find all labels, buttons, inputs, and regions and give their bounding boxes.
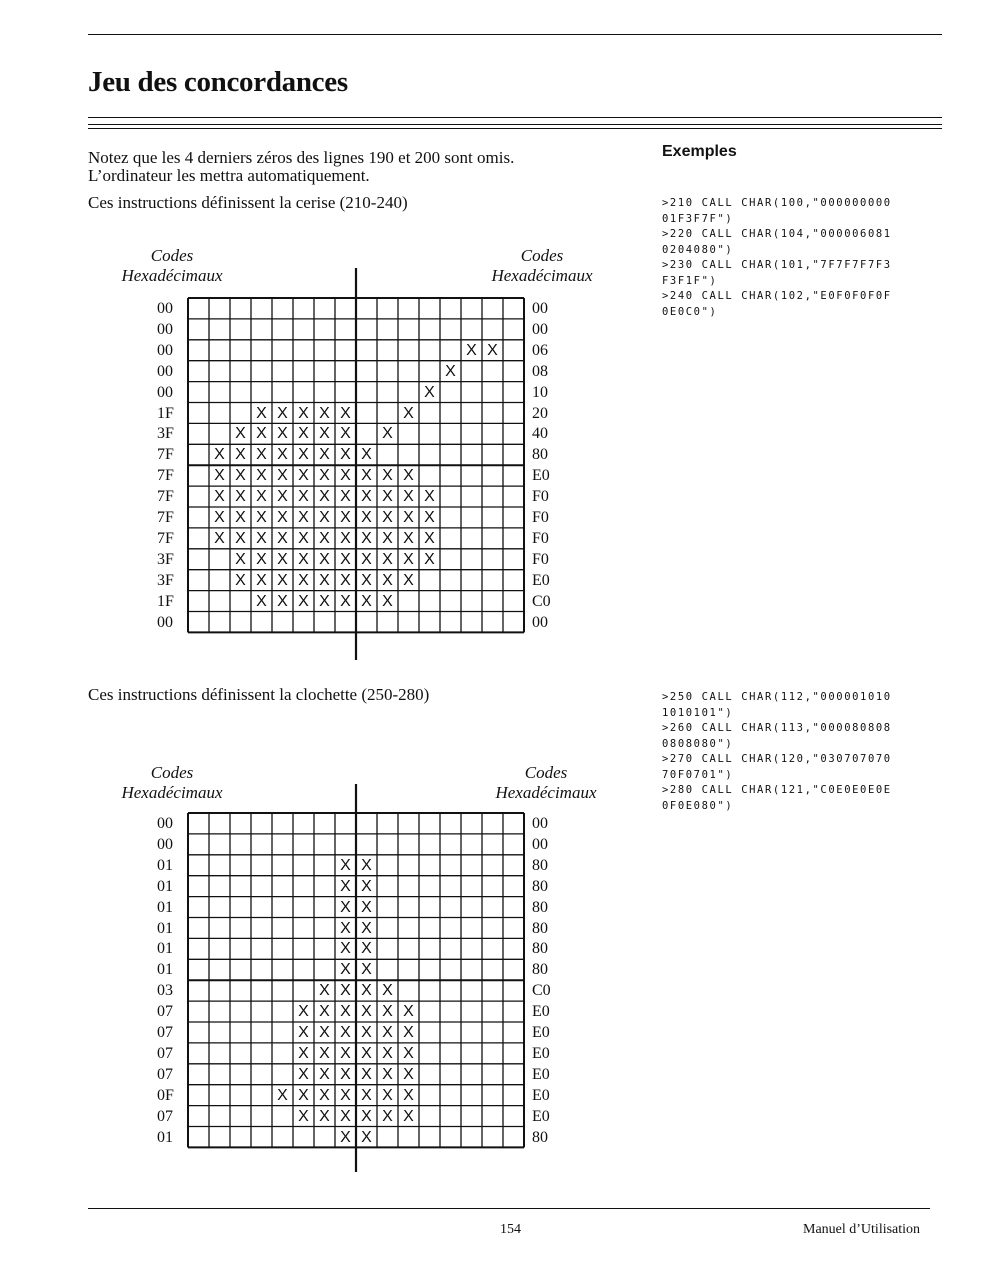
right-hex-code: 80 xyxy=(532,919,548,937)
code-line: 1010101") xyxy=(662,706,734,719)
pixel-on: X xyxy=(424,529,435,547)
right-hex-code: E0 xyxy=(532,1086,550,1104)
pixel-on: X xyxy=(340,467,351,485)
left-hex-code: 01 xyxy=(157,961,173,979)
right-hex-code: C0 xyxy=(532,982,551,1000)
right-hex-code: F0 xyxy=(532,550,549,568)
left-hex-code: 3F xyxy=(157,571,174,589)
grid1-header-left-line2: Hexadécimaux xyxy=(121,266,223,285)
title-underline-3 xyxy=(88,128,942,129)
pixel-on: X xyxy=(361,446,372,464)
code-line: >270 CALL CHAR(120,"030707070 xyxy=(662,753,892,765)
pixel-on: X xyxy=(319,529,330,547)
pixel-on: X xyxy=(277,404,288,422)
right-hex-code: 80 xyxy=(532,898,548,916)
pixel-on: X xyxy=(382,1044,393,1062)
right-hex-code: 80 xyxy=(532,446,548,464)
right-hex-code: E0 xyxy=(532,467,550,485)
pixel-on: X xyxy=(361,1024,372,1041)
pixel-on: X xyxy=(340,856,351,874)
left-hex-code: 7F xyxy=(157,529,174,547)
section1-caption: Ces instructions définissent la cerise (210-240) xyxy=(88,193,408,212)
left-hex-code: 01 xyxy=(157,898,173,916)
code-line: >280 CALL CHAR(121,"C0E0E0E0E xyxy=(662,784,892,796)
pixel-on: X xyxy=(361,1086,372,1104)
pixel-on: X xyxy=(214,488,225,506)
pixel-on: X xyxy=(277,509,288,526)
pixel-on: X xyxy=(214,467,225,485)
pixel-on: X xyxy=(466,341,477,359)
pixel-on: X xyxy=(424,383,435,401)
left-hex-code: 00 xyxy=(157,320,173,338)
pixel-on: X xyxy=(256,488,267,506)
pixel-on: X xyxy=(277,1086,288,1104)
left-hex-code: 01 xyxy=(157,919,173,937)
pixel-on: X xyxy=(298,1024,309,1041)
right-hex-code: 40 xyxy=(532,425,548,443)
pixel-on: X xyxy=(424,550,435,568)
page-title: Jeu des concordances xyxy=(88,66,348,98)
pixel-on: X xyxy=(277,592,288,610)
pixel-on: X xyxy=(445,362,456,380)
pixel-on: X xyxy=(235,467,246,485)
right-hex-code: 00 xyxy=(532,815,548,832)
pixel-on: X xyxy=(361,940,372,958)
pixel-on: X xyxy=(256,550,267,568)
right-hex-code: E0 xyxy=(532,1024,550,1041)
pixel-on: X xyxy=(319,592,330,610)
pixel-on: X xyxy=(319,488,330,506)
right-hex-code: 80 xyxy=(532,940,548,958)
pixel-on: X xyxy=(340,961,351,979)
pixel-on: X xyxy=(256,425,267,443)
pixel-on: X xyxy=(298,425,309,443)
pixel-on: X xyxy=(214,529,225,547)
pixel-on: X xyxy=(277,467,288,485)
grid2-header-right xyxy=(482,763,610,803)
code-line: F3F1F") xyxy=(662,274,718,287)
pixel-on: X xyxy=(277,550,288,568)
code-line: >240 CALL CHAR(102,"E0F0F0F0F xyxy=(662,290,892,302)
right-hex-code: 80 xyxy=(532,961,548,979)
pixel-on: X xyxy=(340,1107,351,1125)
section2-caption: Ces instructions définissent la clochette (250-280) xyxy=(88,685,430,704)
left-hex-code: 3F xyxy=(157,550,174,568)
right-hex-code: E0 xyxy=(532,1044,550,1062)
left-hex-code: 01 xyxy=(157,1128,173,1146)
pixel-on: X xyxy=(298,404,309,422)
pixel-on: X xyxy=(382,1107,393,1125)
pixel-on: X xyxy=(361,529,372,547)
left-hex-code: 00 xyxy=(157,613,173,631)
code-line: 01F3F7F") xyxy=(662,212,734,225)
pixel-on: X xyxy=(403,529,414,547)
code-line: 0204080") xyxy=(662,243,734,256)
pixel-on: X xyxy=(256,509,267,526)
pixel-on: X xyxy=(319,446,330,464)
grid1-header-left-line1: Codes xyxy=(150,246,194,265)
page-number: 154 xyxy=(500,1222,521,1237)
pixel-on: X xyxy=(235,571,246,589)
pixel-on: X xyxy=(319,571,330,589)
left-hex-code: 03 xyxy=(157,982,173,1000)
left-hex-code: 07 xyxy=(157,1065,173,1083)
grid1-header-left xyxy=(108,246,236,286)
pixel-on: X xyxy=(361,1065,372,1083)
pixel-on: X xyxy=(298,529,309,547)
pixel-on: X xyxy=(256,446,267,464)
pixel-on: X xyxy=(361,1128,372,1146)
pixel-on: X xyxy=(403,1044,414,1062)
pixel-on: X xyxy=(361,877,372,895)
pixel-on: X xyxy=(340,1086,351,1104)
pixel-on: X xyxy=(256,571,267,589)
right-hex-code: 80 xyxy=(532,856,548,874)
pixel-on: X xyxy=(382,571,393,589)
pixel-on: X xyxy=(340,982,351,1000)
right-hex-code: 00 xyxy=(532,300,548,317)
left-hex-code: 07 xyxy=(157,1003,173,1021)
pixel-on: X xyxy=(382,1065,393,1083)
pixel-on: X xyxy=(340,446,351,464)
right-hex-code: 80 xyxy=(532,877,548,895)
pixel-on: X xyxy=(361,982,372,1000)
code-listing-bell xyxy=(662,690,892,814)
right-hex-code: 00 xyxy=(532,320,548,338)
pixel-on: X xyxy=(319,1024,330,1041)
manual-name: Manuel d’Utilisation xyxy=(803,1222,921,1237)
left-hex-code: 00 xyxy=(157,815,173,832)
pixel-on: X xyxy=(361,592,372,610)
pixel-on: X xyxy=(298,1065,309,1083)
grid1-header-right xyxy=(478,246,606,286)
pixel-on: X xyxy=(340,898,351,916)
grid2-header-right-line2: Hexadécimaux xyxy=(495,783,597,802)
pixel-on: X xyxy=(403,1086,414,1104)
pixel-on: X xyxy=(382,592,393,610)
code-line: >230 CALL CHAR(101,"7F7F7F7F3 xyxy=(662,259,892,271)
code-line: 0F0E080") xyxy=(662,799,734,812)
right-hex-code: E0 xyxy=(532,1107,550,1125)
pixel-on: X xyxy=(298,1003,309,1021)
pixel-on: X xyxy=(340,1024,351,1041)
pixel-on: X xyxy=(319,509,330,526)
pixel-on: X xyxy=(382,425,393,443)
grid2-header-left xyxy=(108,763,236,803)
pixel-on: X xyxy=(340,592,351,610)
intro-line-1: Notez que les 4 derniers zéros des lignes 190 et 200 sont omis. xyxy=(88,148,515,167)
pixel-on: X xyxy=(403,550,414,568)
pixel-on: X xyxy=(298,509,309,526)
pixel-on: X xyxy=(340,1065,351,1083)
code-line: 0808080") xyxy=(662,737,734,750)
pixel-on: X xyxy=(340,877,351,895)
pixel-on: X xyxy=(298,1107,309,1125)
pixel-on: X xyxy=(235,425,246,443)
pixel-on: X xyxy=(340,529,351,547)
pixel-on: X xyxy=(214,446,225,464)
pixel-on: X xyxy=(403,404,414,422)
right-hex-code: E0 xyxy=(532,1065,550,1083)
pixel-on: X xyxy=(298,1086,309,1104)
code-line: >220 CALL CHAR(104,"000006081 xyxy=(662,228,892,240)
pixel-on: X xyxy=(319,550,330,568)
right-hex-code: F0 xyxy=(532,509,549,526)
right-hex-code: E0 xyxy=(532,571,550,589)
pixel-on: X xyxy=(298,1044,309,1062)
pixel-on: X xyxy=(298,592,309,610)
pixel-on: X xyxy=(298,446,309,464)
pixel-on: X xyxy=(340,509,351,526)
pixel-on: X xyxy=(340,1044,351,1062)
pixel-on: X xyxy=(361,571,372,589)
intro-line-2: L’ordinateur les mettra automatiquement. xyxy=(88,166,370,185)
pixel-on: X xyxy=(403,1065,414,1083)
pixel-on: X xyxy=(382,982,393,1000)
left-hex-code: 00 xyxy=(157,341,173,359)
code-line: >210 CALL CHAR(100,"000000000 xyxy=(662,197,892,209)
pixel-on: X xyxy=(403,571,414,589)
pixel-on: X xyxy=(424,488,435,506)
pixel-on: X xyxy=(403,509,414,526)
pixel-on: X xyxy=(340,1003,351,1021)
pixel-on: X xyxy=(361,1044,372,1062)
grid1-header-right-line2: Hexadécimaux xyxy=(491,266,593,285)
left-hex-code: 1F xyxy=(157,592,174,610)
left-hex-code: 7F xyxy=(157,509,174,526)
pixel-on: X xyxy=(277,571,288,589)
left-hex-code: 07 xyxy=(157,1044,173,1062)
pixel-on: X xyxy=(361,919,372,937)
code-line: >250 CALL CHAR(112,"000001010 xyxy=(662,691,892,703)
pixel-on: X xyxy=(298,571,309,589)
pixel-on: X xyxy=(361,1003,372,1021)
left-hex-code: 01 xyxy=(157,940,173,958)
examples-heading: Exemples xyxy=(662,143,737,160)
pixel-on: X xyxy=(235,529,246,547)
code-listing-cherry xyxy=(662,196,892,320)
pixel-on: X xyxy=(319,1107,330,1125)
top-rule xyxy=(88,34,942,35)
pixel-on: X xyxy=(382,529,393,547)
pixel-on: X xyxy=(382,1024,393,1041)
code-line: 0E0C0") xyxy=(662,305,718,318)
pixel-on: X xyxy=(319,425,330,443)
pixel-on: X xyxy=(319,982,330,1000)
pixel-on: X xyxy=(340,571,351,589)
left-hex-code: 01 xyxy=(157,856,173,874)
left-hex-code: 00 xyxy=(157,362,173,380)
pixel-on: X xyxy=(298,550,309,568)
pixel-on: X xyxy=(319,467,330,485)
right-hex-code: 00 xyxy=(532,613,548,631)
pixel-on: X xyxy=(487,341,498,359)
pixel-on: X xyxy=(256,467,267,485)
pixel-on: X xyxy=(382,1003,393,1021)
title-underline-2 xyxy=(88,124,942,125)
pixel-on: X xyxy=(403,1107,414,1125)
pixel-on: X xyxy=(382,550,393,568)
pixel-on: X xyxy=(235,509,246,526)
code-line: >260 CALL CHAR(113,"000080808 xyxy=(662,722,892,734)
pixel-on: X xyxy=(382,467,393,485)
left-hex-code: 1F xyxy=(157,404,174,422)
pixel-on: X xyxy=(361,856,372,874)
left-hex-code: 7F xyxy=(157,467,174,485)
left-hex-code: 07 xyxy=(157,1024,173,1041)
pixel-on: X xyxy=(361,488,372,506)
pixel-on: X xyxy=(361,961,372,979)
pixel-on: X xyxy=(277,529,288,547)
pixel-on: X xyxy=(361,898,372,916)
pixel-on: X xyxy=(319,1044,330,1062)
pixel-on: X xyxy=(403,467,414,485)
pixel-on: X xyxy=(256,529,267,547)
pixel-on: X xyxy=(340,919,351,937)
left-hex-code: 00 xyxy=(157,300,173,317)
pixel-on: X xyxy=(319,1086,330,1104)
code-line: 70F0701") xyxy=(662,768,734,781)
pixel-on: X xyxy=(340,940,351,958)
title-underline-1 xyxy=(88,117,942,118)
right-hex-code: 06 xyxy=(532,341,548,359)
pixel-on: X xyxy=(361,467,372,485)
pixel-on: X xyxy=(256,592,267,610)
pixel-on: X xyxy=(340,404,351,422)
pixel-on: X xyxy=(319,1003,330,1021)
pixel-on: X xyxy=(319,404,330,422)
pixel-on: X xyxy=(382,488,393,506)
right-hex-code: F0 xyxy=(532,488,549,506)
pixel-on: X xyxy=(298,488,309,506)
pixel-on: X xyxy=(340,550,351,568)
left-hex-code: 07 xyxy=(157,1107,173,1125)
right-hex-code: 10 xyxy=(532,383,548,401)
pixel-on: X xyxy=(382,509,393,526)
pixel-on: X xyxy=(424,509,435,526)
grid2-header-right-line1: Codes xyxy=(524,763,568,782)
pixel-on: X xyxy=(256,404,267,422)
pixel-on: X xyxy=(403,1024,414,1041)
grid2-header-left-line2: Hexadécimaux xyxy=(121,783,223,802)
pixel-on: X xyxy=(361,550,372,568)
right-hex-code: 80 xyxy=(532,1128,548,1146)
pixel-on: X xyxy=(298,467,309,485)
pixel-on: X xyxy=(361,1107,372,1125)
left-hex-code: 00 xyxy=(157,383,173,401)
right-hex-code: 20 xyxy=(532,404,548,422)
pixel-on: X xyxy=(403,1003,414,1021)
right-hex-code: C0 xyxy=(532,592,551,610)
grid1-header-right-line1: Codes xyxy=(520,246,564,265)
pixel-on: X xyxy=(361,509,372,526)
pixel-on: X xyxy=(235,488,246,506)
pixel-on: X xyxy=(340,1128,351,1146)
right-hex-code: F0 xyxy=(532,529,549,547)
right-hex-code: 00 xyxy=(532,835,548,853)
pixel-on: X xyxy=(277,425,288,443)
pixel-on: X xyxy=(277,446,288,464)
left-hex-code: 7F xyxy=(157,446,174,464)
pixel-on: X xyxy=(214,509,225,526)
left-hex-code: 01 xyxy=(157,877,173,895)
pixel-on: X xyxy=(235,550,246,568)
pixel-on: X xyxy=(382,1086,393,1104)
pixel-on: X xyxy=(340,425,351,443)
pixel-on: X xyxy=(403,488,414,506)
right-hex-code: E0 xyxy=(532,1003,550,1021)
right-hex-code: 08 xyxy=(532,362,548,380)
left-hex-code: 0F xyxy=(157,1086,174,1104)
left-hex-code: 00 xyxy=(157,835,173,853)
footer-rule xyxy=(88,1208,930,1209)
pixel-on: X xyxy=(340,488,351,506)
left-hex-code: 7F xyxy=(157,488,174,506)
left-hex-code: 3F xyxy=(157,425,174,443)
pixel-on: X xyxy=(235,446,246,464)
grid2-header-left-line1: Codes xyxy=(150,763,194,782)
pixel-on: X xyxy=(319,1065,330,1083)
pixel-on: X xyxy=(277,488,288,506)
